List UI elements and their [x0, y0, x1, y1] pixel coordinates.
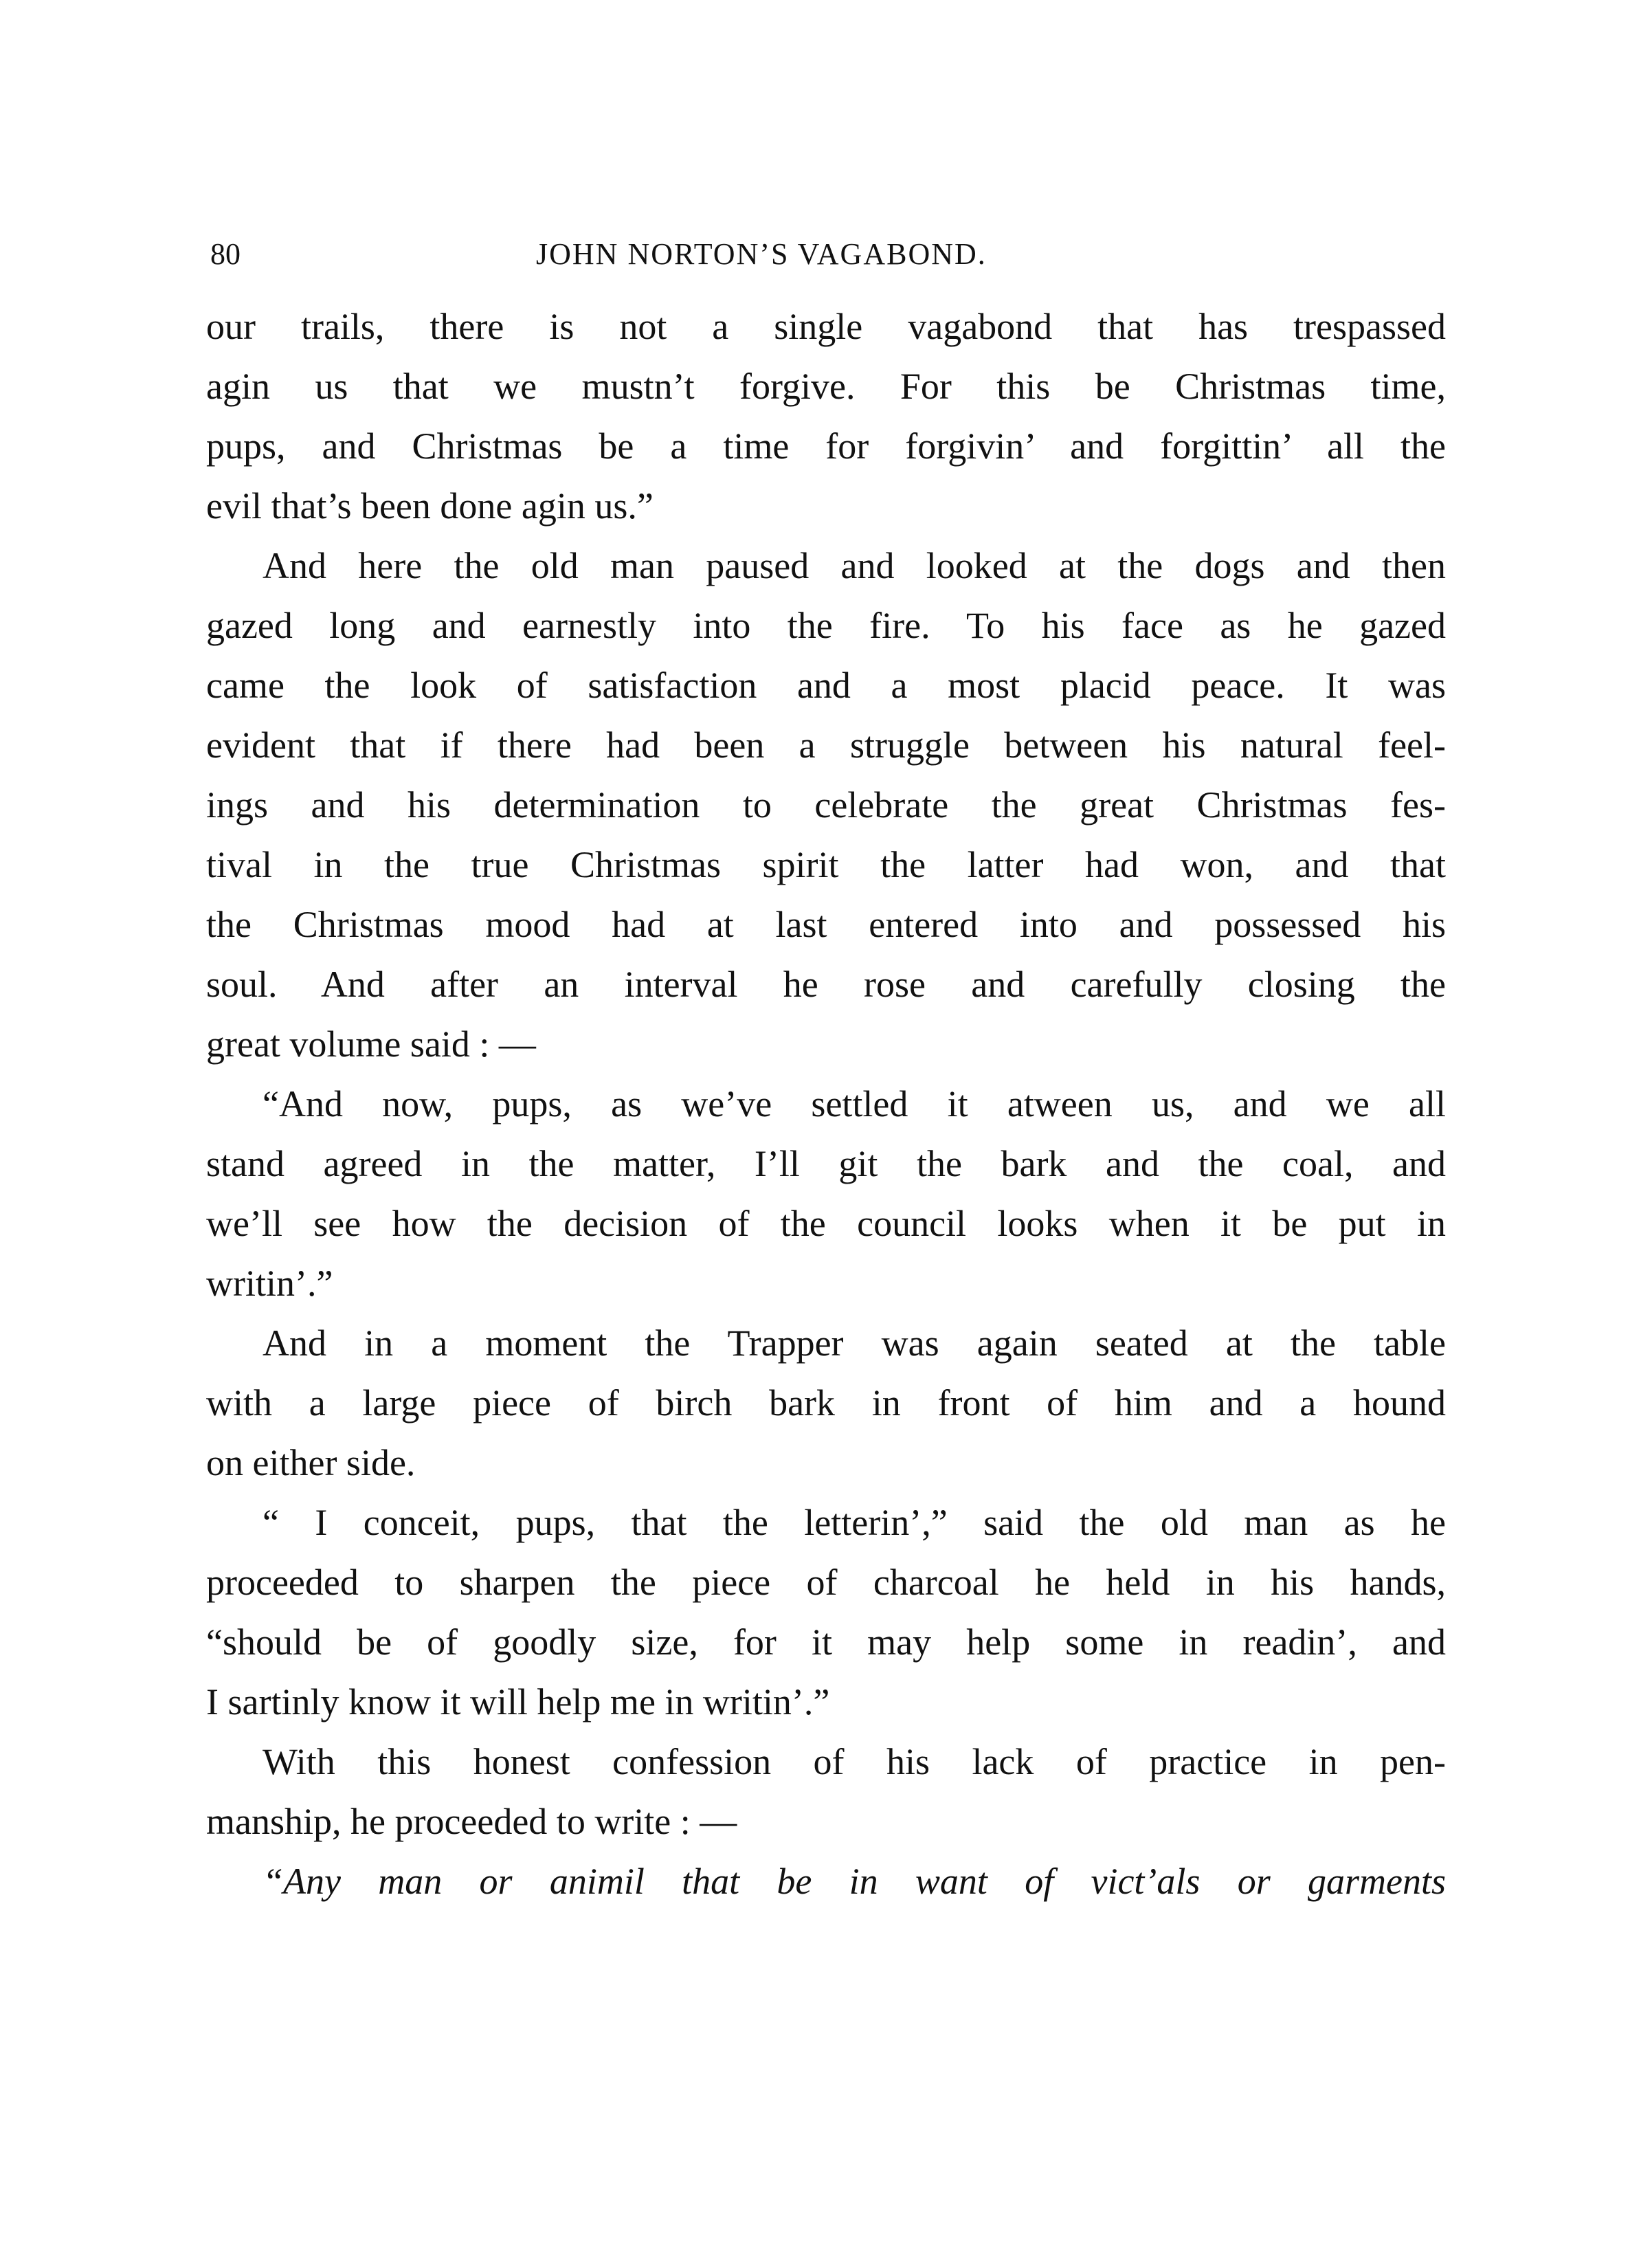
- text-line: came the look of satisfaction and a most placid peace. It was: [206, 665, 1446, 706]
- text-line: And here the old man paused and looked at the dogs and then: [263, 545, 1446, 586]
- text-line: evident that if there had been a struggle between his natural feel-: [206, 724, 1446, 766]
- text-line: agin us that we mustn’t forgive. For this be Christmas time,: [206, 366, 1446, 407]
- text-line: ings and his determination to celebrate the great Christmas fes-: [206, 784, 1446, 826]
- text-line: I sartinly know it will help me in writin’.”: [206, 1681, 830, 1722]
- text-line: soul. And after an interval he rose and carefully closing the: [206, 964, 1446, 1005]
- text-line: on either side.: [206, 1442, 416, 1483]
- text-line: pups, and Christmas be a time for forgivin’ and forgittin’ all the: [206, 425, 1446, 467]
- text-line: great volume said : —: [206, 1023, 536, 1065]
- text-line: we’ll see how the decision of the council looks when it be put in: [206, 1203, 1446, 1244]
- text-line: With this honest confession of his lack of practice in pen-: [263, 1741, 1446, 1782]
- text-line: And in a moment the Trapper was again seated at the table: [263, 1322, 1446, 1364]
- running-head: [206, 234, 1443, 275]
- running-title: JOHN NORTON’S VAGABOND.: [536, 237, 987, 271]
- page-number: 80: [210, 237, 241, 271]
- text-line: “should be of goodly size, for it may help some in readin’, and: [206, 1621, 1446, 1663]
- text-line: “Any man or animil that be in want of vict’als or garments: [263, 1861, 1446, 1902]
- text-line: evil that’s been done agin us.”: [206, 485, 654, 527]
- text-line: “And now, pups, as we’ve settled it atween us, and we all: [263, 1083, 1446, 1125]
- text-line: “ I conceit, pups, that the letterin’,” said the old man as he: [263, 1502, 1446, 1543]
- text-line: writin’.”: [206, 1263, 333, 1304]
- text-line: tival in the true Christmas spirit the latter had won, and that: [206, 844, 1446, 885]
- text-line: manship, he proceeded to write : —: [206, 1801, 737, 1842]
- text-line: with a large piece of birch bark in front of him and a hound: [206, 1382, 1446, 1423]
- text-line: gazed long and earnestly into the fire. To his face as he gazed: [206, 605, 1446, 646]
- text-line: proceeded to sharpen the piece of charcoal he held in his hands,: [206, 1562, 1446, 1603]
- text-line: the Christmas mood had at last entered into and possessed his: [206, 904, 1446, 945]
- text-line: stand agreed in the matter, I’ll git the bark and the coal, and: [206, 1143, 1446, 1184]
- text-line: our trails, there is not a single vagabond that has trespassed: [206, 306, 1446, 347]
- body-text: [206, 297, 1446, 1912]
